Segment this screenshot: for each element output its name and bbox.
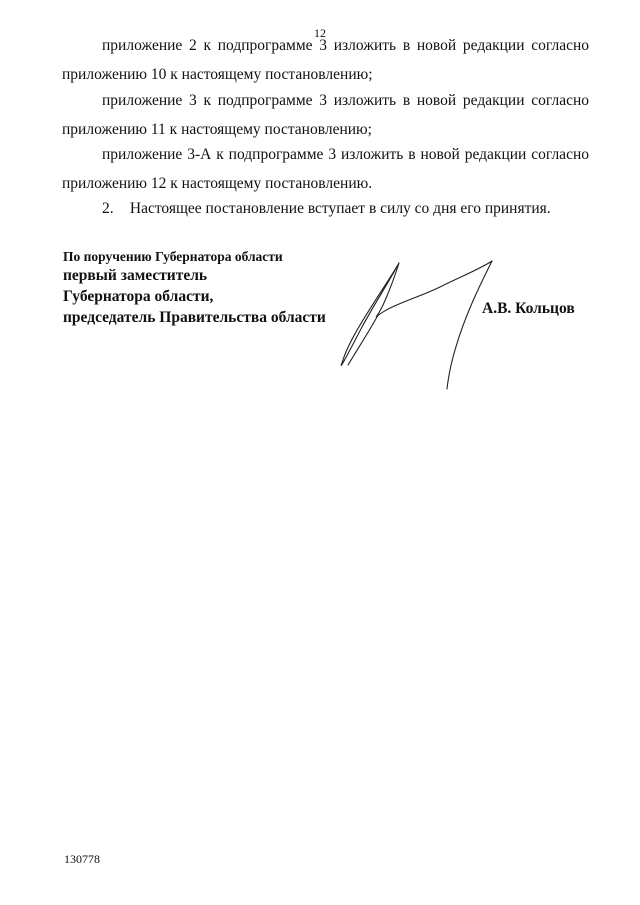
item-2-paragraph [62, 194, 589, 223]
signatory-line-2: первый заместитель [63, 267, 208, 284]
signatory-line-3: Губернатора области, [63, 288, 214, 305]
signer-name: А.В. Кольцов [482, 300, 575, 317]
signatory-title-block [63, 248, 326, 328]
signatory-line-1: По поручению Губернатора области [63, 249, 283, 264]
signatory-line-4: председатель Правительства области [63, 309, 326, 326]
paragraph-appendix-3a: приложение 3-А к подпрограмме 3 изложить в новой редакции согласно приложению 12 к настоящему постановлению. [62, 146, 589, 192]
item-2-number: 2. [102, 200, 114, 217]
item-2-text: Настоящее постановление вступает в силу со дня его принятия. [129, 200, 551, 217]
page-number: 12 [314, 26, 326, 40]
handwritten-signature [320, 255, 510, 395]
paragraph-appendix-3: приложение 3 к подпрограмме 3 изложить в новой редакции согласно приложению 11 к настоящему постановлению; [62, 92, 589, 138]
document-code: 130778 [64, 852, 100, 866]
paragraph-appendix-2: приложение 2 к подпрограмме 3 изложить в новой редакции согласно приложению 10 к настоящему постановлению; [62, 37, 589, 83]
